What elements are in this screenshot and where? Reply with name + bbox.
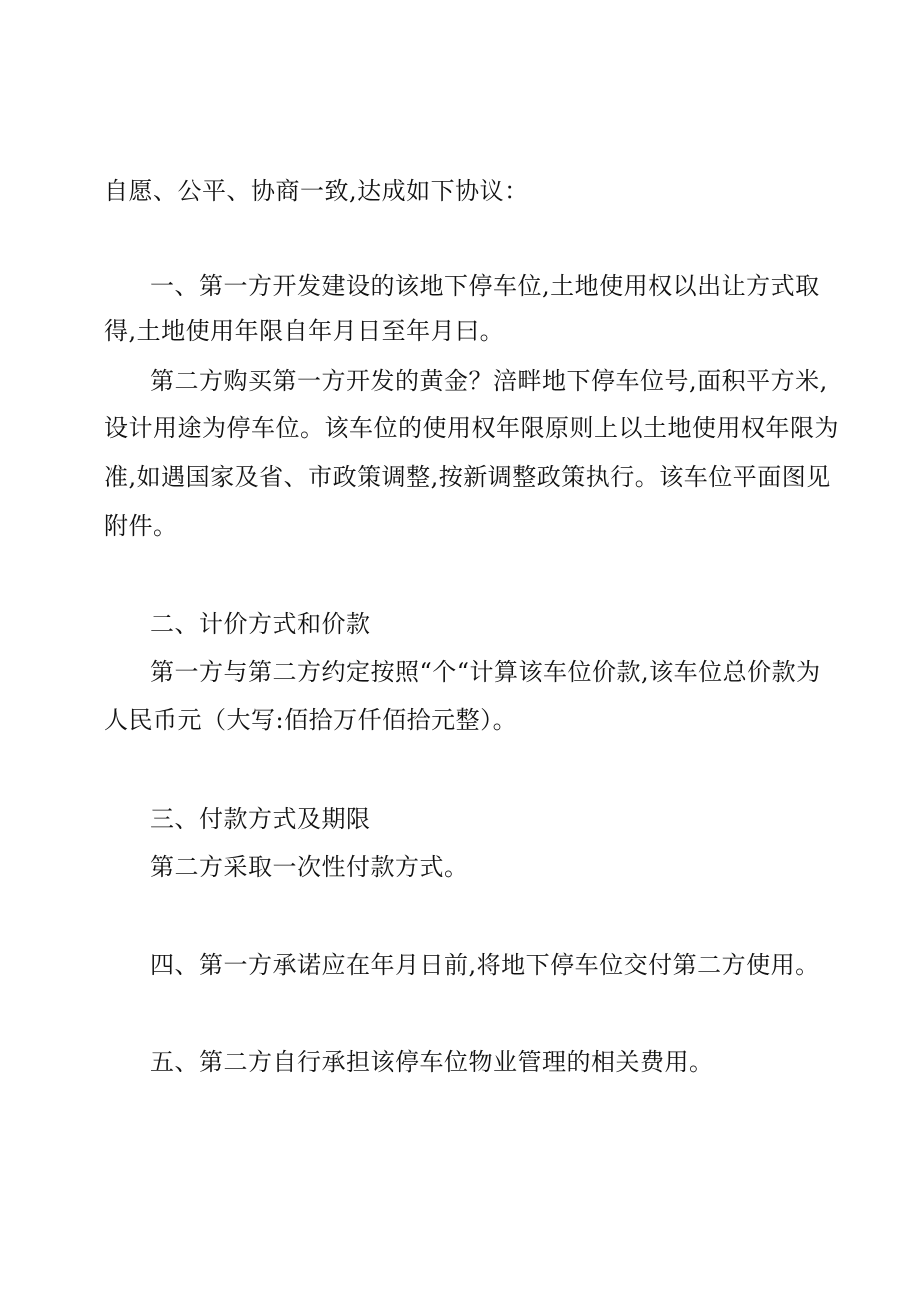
clause-5-line-1: 五、第二方自行承担该停车位物业管理的相关费用。 — [150, 1048, 714, 1076]
clause-4-line-1: 四、第一方承诺应在年月日前,将地下停车位交付第二方使用。 — [150, 951, 820, 979]
clause-1-detail-line-3: 准,如遇国家及省、市政策调整,按新调整政策执行。该车位平面图见 — [104, 463, 831, 491]
clause-3-line-1: 第二方采取一次性付款方式。 — [150, 853, 469, 881]
clause-1-detail-line-1: 第二方购买第一方开发的黄金？涪畔地下停车位号,面积平方米, — [150, 367, 828, 395]
intro-line: 自愿、公平、协商一致,达成如下协议： — [104, 177, 529, 205]
clause-1-detail-line-2: 设计用途为停车位。该车位的使用权年限原则上以土地使用权年限为 — [104, 414, 839, 442]
clause-2-line-1: 第一方与第二方约定按照“个“计算该车位价款,该车位总价款为 — [150, 658, 821, 686]
clause-2-line-2: 人民币元（大写:佰拾万仟佰拾元整）。 — [104, 706, 518, 734]
clause-3-heading: 三、付款方式及期限 — [150, 805, 371, 833]
clause-1-line-1: 一、第一方开发建设的该地下停车位,土地使用权以出让方式取 — [150, 272, 820, 300]
clause-1-line-2: 得,土地使用年限自年月日至年月曰。 — [104, 317, 505, 345]
clause-1-detail-line-4: 附件。 — [104, 512, 178, 540]
clause-2-heading: 二、计价方式和价款 — [150, 610, 371, 638]
